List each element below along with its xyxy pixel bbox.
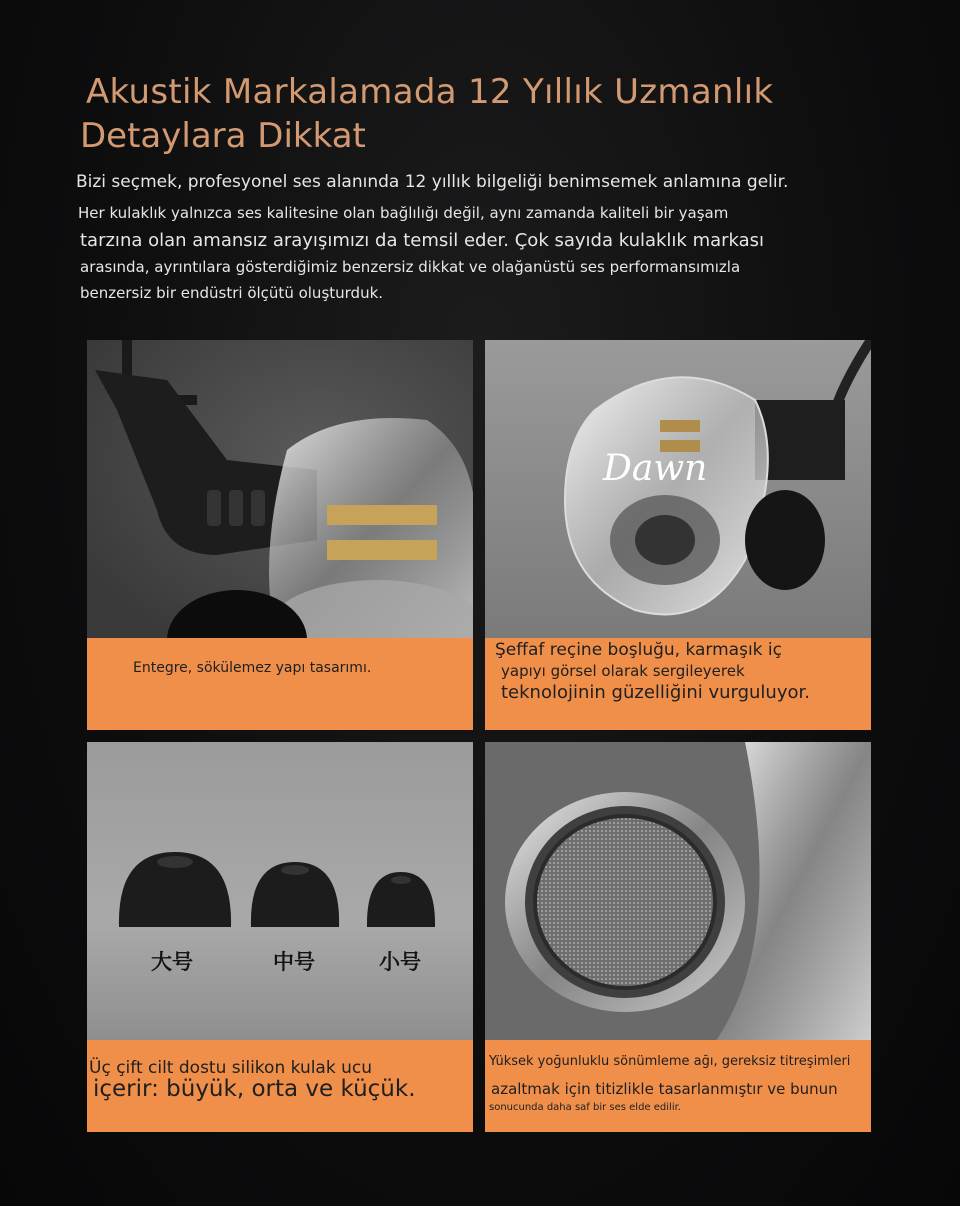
tip-large-label: 大号	[151, 950, 193, 974]
caption-text: içerir: büyük, orta ve küçük.	[93, 1076, 416, 1102]
transparent-earphone-image	[485, 340, 871, 640]
caption-bar	[485, 638, 871, 730]
caption-text: Yüksek yoğunluklu sönümleme ağı, gereksiz titreşimleri	[489, 1054, 851, 1069]
intro-line: arasında, ayrıntılara gösterdiğimiz benzersiz dikkat ve olağanüstü ses performansımızla	[80, 258, 741, 276]
caption-text: teknolojinin güzelliğini vurguluyor.	[501, 682, 810, 703]
caption-text: yapıyı görsel olarak sergileyerek	[501, 662, 745, 680]
caption-text: Şeffaf reçine boşluğu, karmaşık iç	[495, 640, 782, 660]
caption-bar	[87, 1040, 473, 1132]
caption-bar	[87, 638, 473, 730]
caption-text: Entegre, sökülemez yapı tasarımı.	[133, 660, 372, 676]
earphone-structure-image	[87, 340, 473, 640]
damping-mesh-image	[485, 742, 871, 1042]
caption-text: sonucunda daha saf bir ses elde edilir.	[489, 1102, 681, 1113]
caption-text: Üç çift cilt dostu silikon kulak ucu	[89, 1058, 372, 1078]
feature-panel-mesh	[485, 742, 871, 1132]
brand-logo: Dawn	[603, 448, 708, 489]
feature-panel-structure	[87, 340, 473, 730]
intro-line: tarzına olan amansız arayışımızı da temsil eder. Çok sayıda kulaklık markası	[80, 230, 765, 251]
feature-panel-transparent	[485, 340, 871, 730]
tip-medium-label: 中号	[273, 950, 315, 974]
feature-panel-eartips	[87, 742, 473, 1132]
tip-small-label: 小号	[379, 950, 421, 974]
caption-text: azaltmak için titizlikle tasarlanmıştır ve bunun	[491, 1080, 838, 1098]
headline-subtitle: Detaylara Dikkat	[80, 116, 366, 156]
caption-bar	[485, 1040, 871, 1132]
eartips-image	[87, 742, 473, 1042]
intro-line: Bizi seçmek, profesyonel ses alanında 12 yıllık bilgeliği benimsemek anlamına gelir.	[76, 172, 789, 192]
intro-line: benzersiz bir endüstri ölçütü oluşturduk.	[80, 284, 384, 302]
intro-line: Her kulaklık yalnızca ses kalitesine olan bağlılığı değil, aynı zamanda kaliteli bir yaşam	[78, 204, 729, 222]
headline-title: Akustik Markalamada 12 Yıllık Uzmanlık	[86, 72, 774, 112]
